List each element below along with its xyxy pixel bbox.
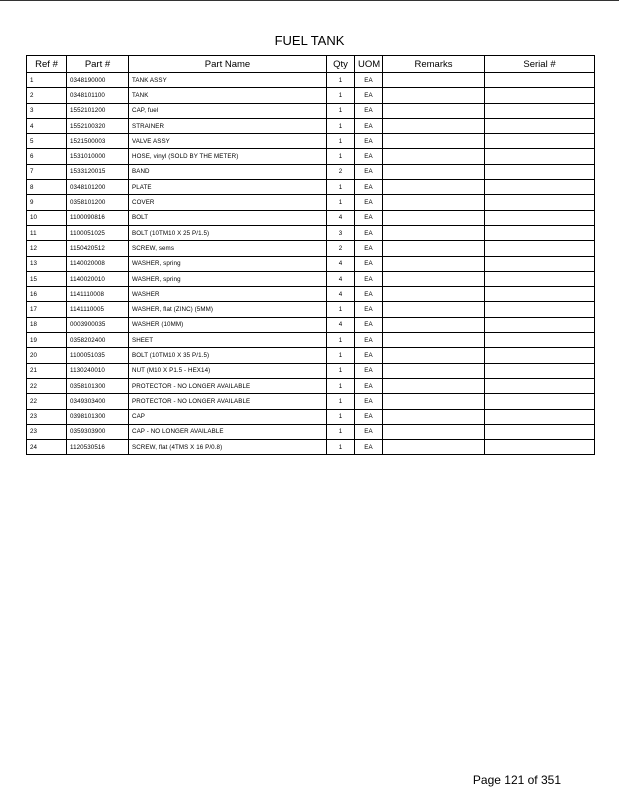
col-header-qty: Qty <box>327 56 355 73</box>
table-row <box>27 210 595 225</box>
cell-uom: EA <box>355 241 383 256</box>
cell-qty: 1 <box>327 333 355 348</box>
cell-serial <box>485 241 595 256</box>
cell-serial <box>485 256 595 271</box>
cell-name: BAND <box>129 164 327 179</box>
cell-serial <box>485 134 595 149</box>
table-row <box>27 348 595 363</box>
cell-uom: EA <box>355 118 383 133</box>
cell-uom: EA <box>355 271 383 286</box>
cell-remarks <box>383 287 485 302</box>
cell-remarks <box>383 149 485 164</box>
cell-uom: EA <box>355 103 383 118</box>
cell-uom: EA <box>355 363 383 378</box>
cell-ref: 6 <box>27 149 67 164</box>
cell-serial <box>485 118 595 133</box>
cell-uom: EA <box>355 409 383 424</box>
cell-ref: 13 <box>27 256 67 271</box>
cell-ref: 3 <box>27 103 67 118</box>
cell-remarks <box>383 180 485 195</box>
cell-remarks <box>383 134 485 149</box>
cell-ref: 2 <box>27 88 67 103</box>
cell-uom: EA <box>355 210 383 225</box>
cell-ref: 22 <box>27 378 67 393</box>
cell-serial <box>485 180 595 195</box>
col-header-remarks: Remarks <box>383 56 485 73</box>
cell-uom: EA <box>355 302 383 317</box>
cell-uom: EA <box>355 195 383 210</box>
cell-name: COVER <box>129 195 327 210</box>
cell-ref: 23 <box>27 424 67 439</box>
cell-name: WASHER, spring <box>129 271 327 286</box>
col-header-name: Part Name <box>129 56 327 73</box>
cell-remarks <box>383 88 485 103</box>
table-row <box>27 134 595 149</box>
cell-remarks <box>383 302 485 317</box>
cell-name: WASHER, flat (ZINC) (5MM) <box>129 302 327 317</box>
cell-uom: EA <box>355 378 383 393</box>
cell-serial <box>485 348 595 363</box>
cell-remarks <box>383 164 485 179</box>
cell-ref: 5 <box>27 134 67 149</box>
cell-remarks <box>383 256 485 271</box>
cell-uom: EA <box>355 333 383 348</box>
cell-qty: 1 <box>327 88 355 103</box>
table-row <box>27 378 595 393</box>
cell-name: CAP <box>129 409 327 424</box>
cell-part: 1130240010 <box>67 363 129 378</box>
table-row <box>27 195 595 210</box>
cell-part: 1150420512 <box>67 241 129 256</box>
table-row <box>27 256 595 271</box>
table-row <box>27 241 595 256</box>
cell-part: 1531010000 <box>67 149 129 164</box>
cell-part: 0003900035 <box>67 317 129 332</box>
col-header-part: Part # <box>67 56 129 73</box>
table-row <box>27 103 595 118</box>
cell-name: TANK <box>129 88 327 103</box>
table-row <box>27 118 595 133</box>
cell-name: SCREW, flat (4TMS X 16 P/0.8) <box>129 440 327 455</box>
cell-remarks <box>383 440 485 455</box>
cell-uom: EA <box>355 317 383 332</box>
cell-remarks <box>383 378 485 393</box>
cell-ref: 7 <box>27 164 67 179</box>
cell-qty: 1 <box>327 134 355 149</box>
cell-qty: 4 <box>327 317 355 332</box>
cell-ref: 23 <box>27 409 67 424</box>
cell-part: 1140020008 <box>67 256 129 271</box>
cell-qty: 1 <box>327 440 355 455</box>
cell-name: CAP, fuel <box>129 103 327 118</box>
cell-qty: 4 <box>327 287 355 302</box>
cell-serial <box>485 424 595 439</box>
cell-remarks <box>383 317 485 332</box>
cell-uom: EA <box>355 88 383 103</box>
cell-serial <box>485 88 595 103</box>
cell-qty: 4 <box>327 256 355 271</box>
cell-uom: EA <box>355 256 383 271</box>
cell-remarks <box>383 363 485 378</box>
cell-part: 1120530516 <box>67 440 129 455</box>
cell-remarks <box>383 424 485 439</box>
cell-name: WASHER, spring <box>129 256 327 271</box>
cell-part: 0398101300 <box>67 409 129 424</box>
cell-ref: 11 <box>27 225 67 240</box>
cell-qty: 4 <box>327 210 355 225</box>
cell-ref: 19 <box>27 333 67 348</box>
cell-name: PROTECTOR - NO LONGER AVAILABLE <box>129 394 327 409</box>
cell-remarks <box>383 195 485 210</box>
cell-ref: 20 <box>27 348 67 363</box>
cell-name: WASHER <box>129 287 327 302</box>
col-header-serial: Serial # <box>485 56 595 73</box>
cell-serial <box>485 164 595 179</box>
cell-remarks <box>383 333 485 348</box>
cell-serial <box>485 103 595 118</box>
cell-ref: 21 <box>27 363 67 378</box>
table-row <box>27 409 595 424</box>
cell-qty: 2 <box>327 164 355 179</box>
cell-qty: 4 <box>327 271 355 286</box>
cell-serial <box>485 302 595 317</box>
cell-serial <box>485 440 595 455</box>
cell-qty: 1 <box>327 378 355 393</box>
table-row <box>27 271 595 286</box>
cell-remarks <box>383 394 485 409</box>
parts-table <box>26 55 595 455</box>
cell-ref: 8 <box>27 180 67 195</box>
cell-remarks <box>383 210 485 225</box>
cell-remarks <box>383 103 485 118</box>
cell-remarks <box>383 409 485 424</box>
parts-table-body <box>27 73 595 455</box>
cell-serial <box>485 394 595 409</box>
cell-qty: 1 <box>327 103 355 118</box>
cell-qty: 1 <box>327 424 355 439</box>
cell-qty: 1 <box>327 302 355 317</box>
cell-ref: 18 <box>27 317 67 332</box>
cell-ref: 10 <box>27 210 67 225</box>
cell-serial <box>485 210 595 225</box>
cell-part: 1140020010 <box>67 271 129 286</box>
cell-name: VALVE ASSY <box>129 134 327 149</box>
cell-part: 0358101300 <box>67 378 129 393</box>
cell-uom: EA <box>355 225 383 240</box>
cell-qty: 1 <box>327 149 355 164</box>
cell-serial <box>485 149 595 164</box>
table-row <box>27 302 595 317</box>
cell-part: 0358202400 <box>67 333 129 348</box>
header-row <box>27 56 595 73</box>
cell-serial <box>485 195 595 210</box>
cell-ref: 1 <box>27 73 67 88</box>
cell-qty: 3 <box>327 225 355 240</box>
table-row <box>27 180 595 195</box>
table-row <box>27 333 595 348</box>
cell-name: STRAINER <box>129 118 327 133</box>
cell-name: BOLT (10TM10 X 35 P/1.5) <box>129 348 327 363</box>
cell-name: BOLT <box>129 210 327 225</box>
cell-remarks <box>383 241 485 256</box>
cell-part: 1552100320 <box>67 118 129 133</box>
cell-uom: EA <box>355 180 383 195</box>
cell-serial <box>485 73 595 88</box>
cell-name: WASHER (10MM) <box>129 317 327 332</box>
table-row <box>27 394 595 409</box>
cell-serial <box>485 287 595 302</box>
cell-name: BOLT (10TM10 X 25 P/1.5) <box>129 225 327 240</box>
cell-ref: 15 <box>27 271 67 286</box>
cell-uom: EA <box>355 440 383 455</box>
cell-part: 0348190000 <box>67 73 129 88</box>
cell-ref: 9 <box>27 195 67 210</box>
cell-remarks <box>383 225 485 240</box>
cell-uom: EA <box>355 149 383 164</box>
page-title: FUEL TANK <box>274 33 345 48</box>
cell-ref: 4 <box>27 118 67 133</box>
cell-qty: 1 <box>327 363 355 378</box>
cell-name: PLATE <box>129 180 327 195</box>
cell-part: 1100051035 <box>67 348 129 363</box>
top-rule <box>0 0 619 1</box>
cell-serial <box>485 363 595 378</box>
cell-qty: 1 <box>327 348 355 363</box>
cell-uom: EA <box>355 348 383 363</box>
cell-uom: EA <box>355 394 383 409</box>
cell-ref: 17 <box>27 302 67 317</box>
cell-ref: 12 <box>27 241 67 256</box>
cell-name: NUT (M10 X P1.5 - HEX14) <box>129 363 327 378</box>
cell-part: 1552101200 <box>67 103 129 118</box>
cell-part: 0349303400 <box>67 394 129 409</box>
cell-serial <box>485 333 595 348</box>
cell-part: 1100090816 <box>67 210 129 225</box>
cell-serial <box>485 225 595 240</box>
cell-remarks <box>383 348 485 363</box>
cell-name: HOSE, vinyl (SOLD BY THE METER) <box>129 149 327 164</box>
cell-name: SCREW, sems <box>129 241 327 256</box>
cell-part: 1141110008 <box>67 287 129 302</box>
cell-ref: 22 <box>27 394 67 409</box>
cell-uom: EA <box>355 134 383 149</box>
cell-serial <box>485 317 595 332</box>
cell-uom: EA <box>355 287 383 302</box>
cell-part: 0358101200 <box>67 195 129 210</box>
cell-remarks <box>383 73 485 88</box>
cell-name: PROTECTOR - NO LONGER AVAILABLE <box>129 378 327 393</box>
cell-remarks <box>383 271 485 286</box>
cell-qty: 1 <box>327 118 355 133</box>
table-row <box>27 317 595 332</box>
col-header-ref: Ref # <box>27 56 67 73</box>
table-row <box>27 164 595 179</box>
cell-part: 1100051025 <box>67 225 129 240</box>
table-row <box>27 363 595 378</box>
cell-qty: 1 <box>327 394 355 409</box>
cell-uom: EA <box>355 424 383 439</box>
page-number: Page 121 of 351 <box>472 773 561 787</box>
cell-qty: 1 <box>327 195 355 210</box>
cell-part: 0359303900 <box>67 424 129 439</box>
cell-qty: 1 <box>327 409 355 424</box>
table-row <box>27 88 595 103</box>
cell-part: 1533120015 <box>67 164 129 179</box>
cell-part: 1521500003 <box>67 134 129 149</box>
table-row <box>27 73 595 88</box>
table-row <box>27 225 595 240</box>
cell-part: 1141110005 <box>67 302 129 317</box>
cell-name: TANK ASSY <box>129 73 327 88</box>
cell-serial <box>485 378 595 393</box>
cell-name: CAP - NO LONGER AVAILABLE <box>129 424 327 439</box>
cell-part: 0348101200 <box>67 180 129 195</box>
cell-qty: 1 <box>327 180 355 195</box>
cell-qty: 2 <box>327 241 355 256</box>
cell-uom: EA <box>355 164 383 179</box>
col-header-uom: UOM <box>355 56 383 73</box>
cell-uom: EA <box>355 73 383 88</box>
table-row <box>27 440 595 455</box>
table-row <box>27 424 595 439</box>
cell-serial <box>485 409 595 424</box>
cell-remarks <box>383 118 485 133</box>
table-row <box>27 149 595 164</box>
cell-serial <box>485 271 595 286</box>
cell-name: SHEET <box>129 333 327 348</box>
cell-ref: 24 <box>27 440 67 455</box>
cell-ref: 16 <box>27 287 67 302</box>
table-row <box>27 287 595 302</box>
cell-part: 0348101100 <box>67 88 129 103</box>
cell-qty: 1 <box>327 73 355 88</box>
